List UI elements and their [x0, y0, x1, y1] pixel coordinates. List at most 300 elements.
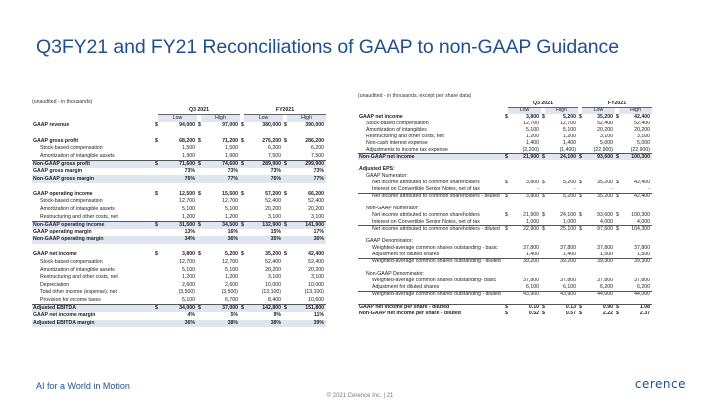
row-label: GAAP Numerator: [366, 173, 408, 179]
row-label: Amortization of intangible assets [40, 205, 115, 212]
spacer-row [358, 266, 652, 270]
row-value: 276,200 [262, 137, 281, 144]
row-label: GAAP gross profit [33, 137, 79, 144]
row-value: 1,500 [225, 145, 238, 152]
left-table-caption: (unaudited - in thousands) [32, 98, 93, 105]
row-value: 1,500 [600, 251, 613, 258]
row-value: 1,500 [182, 145, 195, 152]
dollar-sign: $ [505, 192, 508, 199]
row-value: 2.22 [602, 310, 613, 317]
row-value: 43,900 [545, 291, 578, 298]
row-label: Restructuring and other costs, net [40, 213, 118, 220]
period-header: Q3 2021 [158, 107, 240, 115]
row-value: 38% [244, 320, 283, 328]
spacer-row [358, 299, 652, 303]
dollar-sign: $ [198, 305, 201, 312]
row-label: Non-GAAP operating income [32, 221, 154, 229]
row-value: 390,000 [305, 122, 324, 129]
row-value: 38% [201, 320, 240, 328]
row-value: 3,100 [637, 133, 650, 140]
dollar-sign: $ [198, 160, 201, 167]
spacer-row [358, 161, 652, 165]
dollar-sign: $ [198, 251, 201, 258]
row-value: 1,200 [563, 133, 576, 140]
row-value: 5,200 [225, 251, 238, 258]
row-value: 0.90 [582, 304, 615, 311]
subhead-label: High [201, 115, 240, 123]
row-value: 3,100 [311, 274, 324, 281]
dollar-sign: $ [505, 153, 508, 160]
row-value: 4,000 [637, 218, 650, 225]
row-value: 5,100 [182, 266, 195, 273]
row-value: 2.37 [639, 310, 650, 317]
dollar-sign: $ [241, 137, 244, 144]
row-value: 7,500 [311, 152, 324, 159]
row-value: 16% [227, 228, 238, 235]
row-label: Non-GAAP net income per share - diluted [359, 310, 461, 317]
row-label: GAAP net income per share - diluted [358, 304, 504, 311]
row-value: 20,200 [265, 205, 281, 212]
row-label: Amortization of intangible assets [40, 152, 115, 159]
row-value: 57,200 [265, 190, 281, 197]
row-value: 3,800 [182, 251, 195, 258]
row-value: 21,900 [523, 212, 539, 218]
row-value: 10,000 [265, 281, 281, 288]
spacer-row [32, 184, 326, 189]
row-value: 3,100 [268, 274, 281, 281]
dollar-sign: $ [284, 137, 287, 144]
row-label: Adjusted EBITDA [32, 304, 154, 312]
row-value: 24,100 [560, 212, 576, 218]
spacer-row [358, 233, 652, 237]
row-label: Non-GAAP operating margin [32, 236, 154, 244]
row-value: 20,200 [597, 127, 613, 133]
row-value: 39,300 [582, 258, 615, 265]
row-value: 71,600 [158, 160, 197, 168]
dollar-sign: $ [616, 153, 619, 160]
row-label: Non-cash interest expense [366, 140, 428, 146]
row-value: 36% [201, 236, 240, 244]
dollar-sign: $ [579, 179, 582, 186]
dollar-sign: $ [284, 251, 287, 258]
row-label: Weighted-average common shares outstanding - diluted [358, 291, 504, 298]
dollar-sign: $ [505, 225, 508, 232]
row-value: 5,000 [637, 140, 650, 146]
row-label: GAAP Denominator: [366, 238, 413, 245]
row-value: 74,600 [201, 160, 240, 168]
row-value: 52,400 [597, 120, 613, 127]
row-value: 42,400 [619, 193, 652, 200]
row-value: 0.13 [545, 304, 578, 311]
dollar-sign: $ [241, 251, 244, 258]
row-value: 39% [287, 320, 326, 328]
row-value: 5,100 [182, 205, 195, 212]
dollar-sign: $ [284, 190, 287, 197]
dollar-sign: $ [505, 304, 508, 311]
period-header: Q3 2021 [508, 101, 578, 108]
dollar-sign: $ [616, 212, 619, 218]
row-label: Net income attributed to common shareholders [372, 212, 480, 218]
row-label: Depreciation [40, 281, 70, 288]
row-value: 6,700 [225, 297, 238, 304]
row-value: 5,200 [545, 193, 578, 200]
dollar-sign: $ [198, 137, 201, 144]
row-label: GAAP net income margin [33, 312, 96, 319]
row-label: Non-GAAP gross profit [32, 160, 154, 168]
row-value: 93,600 [582, 153, 615, 160]
row-label: Weighted-average common shares outstanding - basic [372, 245, 498, 251]
row-value: 7,500 [268, 152, 281, 159]
row-label: Net income attributed to common shareholders - diluted [358, 193, 504, 200]
row-label: Weighted-average common shares outstanding - diluted [358, 258, 504, 265]
row-value: 5,100 [225, 205, 238, 212]
row-value: 37,800 [523, 245, 539, 251]
row-value: 2,600 [182, 281, 195, 288]
row-value: 5,000 [600, 140, 613, 146]
row-value: 36% [158, 320, 197, 328]
row-value: 5% [230, 312, 238, 319]
row-value: 0.57 [565, 310, 576, 317]
dollar-sign: $ [616, 179, 619, 186]
dollar-sign: $ [579, 153, 582, 160]
row-value: 52,400 [308, 198, 324, 205]
row-value: 1,200 [225, 213, 238, 220]
subhead-label: High [619, 108, 652, 115]
footer-copyright: © 2021 Cerence Inc. | 21 [326, 393, 394, 399]
row-label: Non-GAAP net income [358, 153, 504, 160]
row-label: Amortization of intangibles [366, 127, 427, 133]
dollar-sign: $ [579, 114, 582, 120]
dollar-sign: $ [284, 122, 287, 129]
dollar-sign: $ [198, 122, 201, 129]
row-value: 21,900 [508, 153, 541, 160]
row-value: 37,800 [634, 277, 650, 284]
row-label: Interest on Convertible Senior Notes, net of tax [372, 186, 480, 192]
row-label: Adjustment for diluted shares [372, 251, 440, 258]
dollar-sign: $ [241, 221, 244, 228]
row-value: 104,300 [619, 225, 652, 232]
row-value: 12,700 [222, 259, 238, 266]
dollar-sign: $ [155, 137, 158, 144]
dollar-sign: $ [198, 190, 201, 197]
row-value: 25,100 [545, 225, 578, 232]
dollar-sign: $ [284, 305, 287, 312]
dollar-sign: $ [579, 225, 582, 232]
row-value: 37,800 [634, 245, 650, 251]
row-value: 6,200 [311, 145, 324, 152]
dollar-sign: $ [542, 114, 545, 120]
row-value: 66,200 [308, 190, 324, 197]
row-value: (1,400) [559, 146, 576, 153]
row-label: Non-GAAP Denominator: [366, 271, 425, 277]
row-value: 42,400 [634, 114, 650, 120]
dollar-sign: $ [579, 192, 582, 199]
row-value: 43,900 [508, 291, 541, 298]
row-value: 77% [287, 175, 326, 183]
subhead-spacer [32, 115, 154, 123]
dollar-sign: $ [284, 221, 287, 228]
row-value: 35% [244, 236, 283, 244]
row-label: GAAP net income [33, 251, 77, 258]
row-value: 76% [158, 175, 197, 183]
row-value: 5,100 [526, 127, 539, 133]
row-value: 141,900 [287, 221, 326, 229]
spacer-row [358, 201, 652, 205]
row-value: (22,900) [630, 146, 650, 153]
row-value: 3,800 [508, 193, 541, 200]
row-value: 6,200 [268, 145, 281, 152]
dollar-sign: $ [155, 122, 158, 129]
row-value: - [574, 186, 576, 192]
row-value: 132,900 [244, 221, 283, 229]
row-value: 2,600 [225, 281, 238, 288]
row-value: 3,100 [600, 133, 613, 140]
row-value: 42,400 [308, 251, 324, 258]
row-value: 12,700 [179, 259, 195, 266]
row-value: 15,500 [222, 190, 238, 197]
row-value: 286,200 [305, 137, 324, 144]
row-value: 1,400 [526, 140, 539, 146]
row-label: Adjustment for diluted shares [372, 284, 440, 290]
row-value: 52,400 [265, 259, 281, 266]
row-value: 52,400 [308, 259, 324, 266]
row-value: 37,800 [523, 277, 539, 284]
row-value: 93,600 [597, 212, 613, 218]
dollar-sign: $ [198, 221, 201, 228]
row-value: 52,400 [265, 198, 281, 205]
row-value: 3,800 [526, 179, 539, 186]
row-value: 4% [187, 312, 195, 319]
row-value: 24,100 [545, 153, 578, 160]
row-value: 5,200 [563, 114, 576, 120]
dollar-sign: $ [155, 160, 158, 167]
row-value: 5,100 [225, 266, 238, 273]
row-value: 13% [184, 228, 195, 235]
dollar-sign: $ [155, 190, 158, 197]
row-label: Adjusted EPS: [359, 166, 395, 173]
row-value: - [611, 186, 613, 192]
dollar-sign: $ [241, 122, 244, 129]
row-label: Adjustments to income tax expense [366, 146, 448, 153]
page-title: Q3FY21 and FY21 Reconciliations of GAAP to non-GAAP Guidance [36, 36, 619, 58]
row-value: 20,200 [308, 205, 324, 212]
dollar-sign: $ [542, 153, 545, 160]
row-value: 34,500 [201, 221, 240, 229]
row-value: 20,200 [265, 266, 281, 273]
subhead-label: Low [508, 108, 541, 115]
row-value: 380,000 [262, 122, 281, 129]
row-value: 37,800 [597, 245, 613, 251]
row-value: 1,200 [225, 274, 238, 281]
dollar-sign: $ [505, 212, 508, 218]
dollar-sign: $ [616, 192, 619, 199]
row-value: 44,000 [619, 291, 652, 298]
row-value: 11% [313, 312, 324, 319]
gaap-reconciliation-table [32, 98, 328, 327]
period-header: FY2021 [244, 107, 326, 115]
dollar-sign: $ [241, 190, 244, 197]
row-value: 8,400 [268, 297, 281, 304]
row-value: 6,200 [637, 284, 650, 290]
row-value: 15% [270, 228, 281, 235]
row-value: 97,000 [222, 122, 238, 129]
row-label: Interest on Convertible Senior Notes, net of tax [372, 218, 480, 225]
row-value: 37,000 [201, 304, 240, 312]
dollar-sign: $ [505, 310, 508, 317]
row-value: 10,000 [308, 281, 324, 288]
dollar-sign: $ [616, 225, 619, 232]
row-value: 77% [201, 175, 240, 183]
dollar-sign: $ [616, 310, 619, 317]
row-value: 1,000 [563, 218, 576, 225]
row-label: Stock-based compensation [40, 145, 103, 152]
row-value: (3,500) [178, 289, 195, 296]
row-label: Adjusted EBITDA margin [32, 320, 154, 328]
row-value: 10,600 [308, 297, 324, 304]
row-value: 35,200 [597, 179, 613, 186]
row-value: 39,200 [545, 258, 578, 265]
row-value: 76% [244, 175, 283, 183]
row-value: (22,900) [593, 146, 613, 153]
spacer-row [32, 131, 326, 136]
row-label: GAAP net income [359, 114, 403, 120]
row-value: 42,400 [634, 179, 650, 186]
footer-tagline: AI for a World in Motion [36, 381, 130, 391]
row-value: 73% [313, 167, 324, 174]
row-value: 20,200 [308, 266, 324, 273]
dollar-sign: $ [542, 304, 545, 311]
row-value: 73% [270, 167, 281, 174]
subhead-label: High [545, 108, 578, 115]
row-label: Restructuring and other costs, net [366, 133, 444, 140]
row-value: 6,100 [563, 284, 576, 290]
right-table-caption: (unaudited - in thousands, except per share data) [358, 92, 472, 99]
row-value: 34,000 [158, 304, 197, 312]
row-value: 37,800 [560, 277, 576, 284]
header-spacer [32, 107, 154, 115]
row-value: 36% [287, 236, 326, 244]
dollar-sign: $ [579, 212, 582, 218]
row-value: 3,100 [268, 213, 281, 220]
row-value: 68,200 [179, 137, 195, 144]
row-value: 151,800 [287, 304, 326, 312]
row-value: - [537, 186, 539, 192]
row-value: 1,500 [637, 251, 650, 258]
row-value: 100,300 [619, 153, 652, 160]
row-value: 73% [184, 167, 195, 174]
row-value: 0.52 [528, 310, 539, 317]
row-value: 6,100 [526, 284, 539, 290]
row-value: 17% [313, 228, 324, 235]
dollar-sign: $ [505, 114, 508, 120]
row-value: 5,100 [563, 127, 576, 133]
row-value: 1,000 [526, 218, 539, 225]
subhead-label: High [287, 115, 326, 123]
row-value: 97,600 [582, 225, 615, 232]
row-value: 35,200 [582, 193, 615, 200]
subhead-label: Low [244, 115, 283, 123]
row-value: 37,800 [597, 277, 613, 284]
row-value: - [648, 186, 650, 192]
dollar-sign: $ [616, 114, 619, 120]
dollar-sign: $ [241, 305, 244, 312]
row-label: Non-GAAP Numerator: [366, 205, 419, 212]
row-value: 39,300 [619, 258, 652, 265]
row-label: Non-GAAP gross margin [32, 175, 154, 183]
row-value: 1,400 [526, 251, 539, 258]
row-label: Net income attributed to common shareholders - diluted [358, 225, 504, 232]
row-value: 94,000 [179, 122, 195, 129]
row-label: GAAP revenue [33, 122, 70, 129]
row-label: Restructuring and other costs, net [40, 274, 118, 281]
row-value: 39,200 [508, 258, 541, 265]
row-value: 22,900 [508, 225, 541, 232]
row-value: 73% [227, 167, 238, 174]
row-value: 0.10 [508, 304, 541, 311]
eps-reconciliation-table [358, 92, 676, 317]
row-label: GAAP gross margin [33, 167, 83, 174]
row-value: 5,100 [182, 297, 195, 304]
row-value: 299,900 [287, 160, 326, 168]
dollar-sign: $ [155, 251, 158, 258]
row-value: 1,900 [182, 152, 195, 159]
period-header: FY2021 [582, 101, 652, 108]
row-value: 3,800 [526, 114, 539, 120]
row-value: 1,900 [225, 152, 238, 159]
row-label: Amortization of intangible assets [40, 266, 115, 273]
row-value: 1,400 [563, 140, 576, 146]
row-value: 1,200 [182, 274, 195, 281]
row-label: GAAP operating income [33, 190, 93, 197]
row-value: 4,000 [600, 218, 613, 225]
row-value: 35,200 [597, 114, 613, 120]
row-value: 12,700 [560, 120, 576, 127]
row-value: 12,700 [222, 198, 238, 205]
row-label: Provision for income taxes [40, 297, 101, 304]
row-label: Net income attributed to common shareholders [372, 179, 480, 186]
row-value: 12,700 [523, 120, 539, 127]
subhead-label: Low [582, 108, 615, 115]
dollar-sign: $ [542, 179, 545, 186]
row-value: 12,700 [179, 198, 195, 205]
dollar-sign: $ [155, 221, 158, 228]
row-value: 44,000 [582, 291, 615, 298]
row-value: 1.08 [619, 304, 652, 311]
dollar-sign: $ [542, 192, 545, 199]
dollar-sign: $ [579, 304, 582, 311]
row-value: 52,400 [634, 120, 650, 127]
dollar-sign: $ [155, 305, 158, 312]
row-value: (2,200) [522, 146, 539, 153]
row-value: 35,200 [265, 251, 281, 258]
row-value: 37,800 [560, 245, 576, 251]
row-value: 34% [158, 236, 197, 244]
row-value: 71,200 [222, 137, 238, 144]
row-value: 6,200 [600, 284, 613, 290]
row-value: 1,400 [563, 251, 576, 258]
row-value: 12,500 [179, 190, 195, 197]
cerence-logo: cerence [634, 377, 686, 391]
row-value: 5,200 [563, 179, 576, 186]
row-value: (13,100) [261, 289, 281, 296]
row-label: Stock-based compensation [366, 120, 429, 127]
dollar-sign: $ [284, 160, 287, 167]
row-label: Stock-based compensation [40, 198, 103, 205]
dollar-sign: $ [542, 225, 545, 232]
dollar-sign: $ [241, 160, 244, 167]
row-value: 9% [273, 312, 281, 319]
row-value: (13,100) [304, 289, 324, 296]
